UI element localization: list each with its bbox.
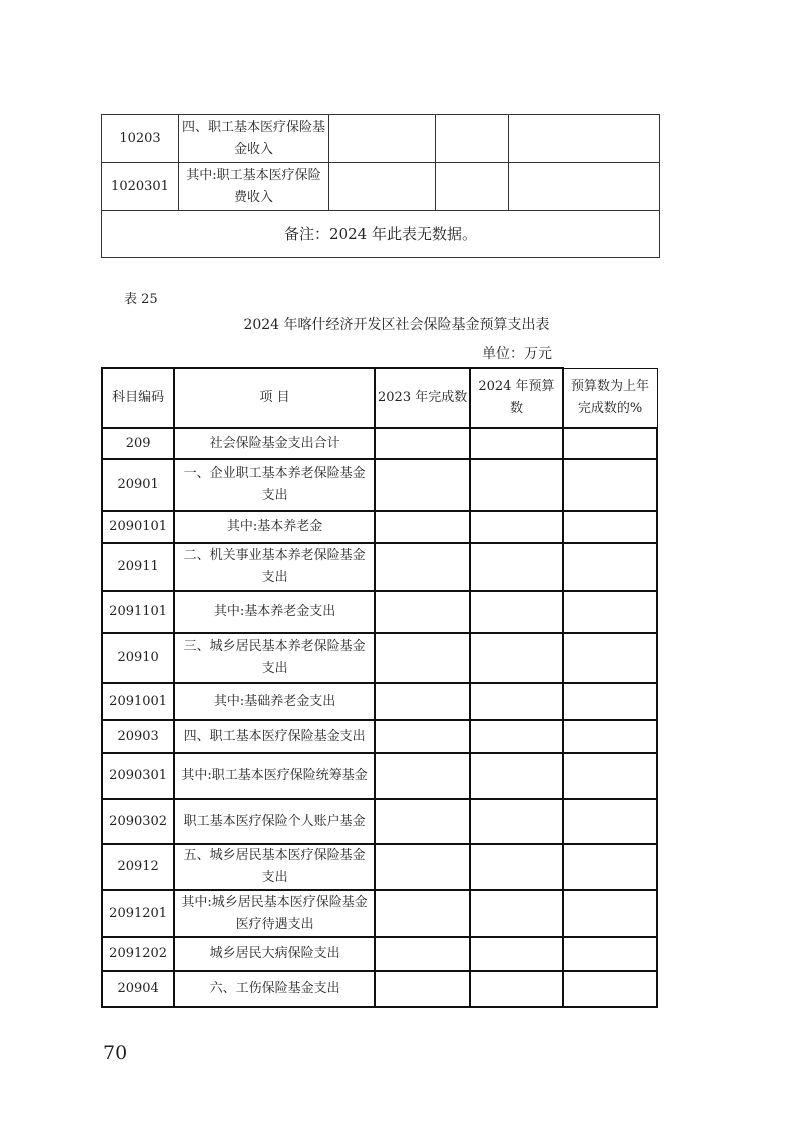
value-2024-cell — [470, 844, 562, 890]
header-code: 科目编码 — [102, 368, 174, 428]
item-cell: 四、职工基本医疗保险基金支出 — [174, 720, 375, 753]
table-row — [102, 753, 657, 799]
value-cell — [329, 115, 436, 163]
item-cell: 其中:基本养老金支出 — [174, 591, 375, 633]
value-2023-cell — [375, 683, 470, 720]
code-cell: 2090301 — [102, 753, 174, 799]
value-2023-cell — [375, 720, 470, 753]
code-cell: 2091202 — [102, 937, 174, 971]
value-cell — [509, 163, 660, 211]
table-row — [102, 720, 657, 753]
item-cell: 其中:职工基本医疗保险统筹基金 — [174, 753, 375, 799]
code-cell: 20901 — [102, 459, 174, 511]
code-cell: 2090101 — [102, 511, 174, 543]
percent-cell — [563, 633, 657, 683]
code-cell: 20904 — [102, 971, 174, 1007]
percent-cell — [563, 937, 657, 971]
value-2024-cell — [470, 543, 562, 591]
value-2023-cell — [375, 937, 470, 971]
item-cell: 四、职工基本医疗保险基金收入 — [179, 115, 329, 163]
value-2023-cell — [375, 591, 470, 633]
item-cell: 其中:基础养老金支出 — [174, 683, 375, 720]
item-cell: 五、城乡居民基本医疗保险基金支出 — [174, 844, 375, 890]
value-2024-cell — [470, 591, 562, 633]
code-cell: 2091201 — [102, 890, 174, 937]
value-2024-cell — [470, 753, 562, 799]
item-cell: 一、企业职工基本养老保险基金支出 — [174, 459, 375, 511]
table-label: 表 25 — [124, 292, 158, 307]
value-2023-cell — [375, 844, 470, 890]
value-2024-cell — [470, 428, 562, 459]
table-row — [102, 971, 657, 1007]
value-2023-cell — [375, 459, 470, 511]
percent-cell — [563, 683, 657, 720]
item-cell: 城乡居民大病保险支出 — [174, 937, 375, 971]
table-row — [102, 511, 657, 543]
value-2024-cell — [470, 799, 562, 844]
item-cell: 六、工伤保险基金支出 — [174, 971, 375, 1007]
value-2023-cell — [375, 543, 470, 591]
table-title: 2024 年喀什经济开发区社会保险基金预算支出表 — [243, 317, 550, 333]
table-row — [102, 844, 657, 890]
previous-table — [101, 114, 660, 258]
percent-cell — [563, 753, 657, 799]
item-cell: 职工基本医疗保险个人账户基金 — [174, 799, 375, 844]
value-cell — [509, 115, 660, 163]
item-cell: 三、城乡居民基本养老保险基金支出 — [174, 633, 375, 683]
code-cell: 2091001 — [102, 683, 174, 720]
value-2024-cell — [470, 720, 562, 753]
table-row — [102, 543, 657, 591]
unit-label: 单位：万元 — [482, 346, 552, 362]
table-row — [102, 428, 657, 459]
percent-cell — [563, 890, 657, 937]
header-2023: 2023 年完成数 — [375, 368, 470, 428]
percent-cell — [563, 591, 657, 633]
table-row — [102, 591, 657, 633]
code-cell: 20903 — [102, 720, 174, 753]
code-cell: 2091101 — [102, 591, 174, 633]
value-2024-cell — [470, 633, 562, 683]
percent-cell — [563, 428, 657, 459]
table-row — [102, 890, 657, 937]
code-cell: 20910 — [102, 633, 174, 683]
page-number: 70 — [103, 1042, 128, 1064]
value-cell — [436, 115, 509, 163]
expenditure-table — [101, 367, 658, 1008]
code-cell: 2090302 — [102, 799, 174, 844]
value-2023-cell — [375, 890, 470, 937]
table-row — [102, 937, 657, 971]
value-2023-cell — [375, 799, 470, 844]
table-row — [102, 799, 657, 844]
value-2023-cell — [375, 753, 470, 799]
value-2024-cell — [470, 511, 562, 543]
header-row — [102, 368, 657, 428]
value-2024-cell — [470, 683, 562, 720]
value-2023-cell — [375, 633, 470, 683]
table-row — [102, 683, 657, 720]
value-cell — [436, 163, 509, 211]
note-cell: 备注：2024 年此表无数据。 — [102, 211, 660, 258]
value-2024-cell — [470, 459, 562, 511]
header-percent: 预算数为上年完成数的% — [563, 368, 657, 428]
percent-cell — [563, 511, 657, 543]
percent-cell — [563, 459, 657, 511]
header-item: 项 目 — [174, 368, 375, 428]
value-2023-cell — [375, 511, 470, 543]
table-row — [102, 633, 657, 683]
table-row — [102, 459, 657, 511]
code-cell: 10203 — [102, 115, 179, 163]
code-cell: 20912 — [102, 844, 174, 890]
percent-cell — [563, 971, 657, 1007]
value-2024-cell — [470, 890, 562, 937]
item-cell: 其中:职工基本医疗保险费收入 — [179, 163, 329, 211]
percent-cell — [563, 799, 657, 844]
value-cell — [329, 163, 436, 211]
item-cell: 其中:基本养老金 — [174, 511, 375, 543]
item-cell: 其中:城乡居民基本医疗保险基金医疗待遇支出 — [174, 890, 375, 937]
percent-cell — [563, 720, 657, 753]
table-row — [102, 115, 660, 163]
table-row — [102, 163, 660, 211]
header-2024: 2024 年预算数 — [470, 368, 562, 428]
item-cell: 二、机关事业基本养老保险基金支出 — [174, 543, 375, 591]
percent-cell — [563, 844, 657, 890]
value-2024-cell — [470, 971, 562, 1007]
value-2023-cell — [375, 971, 470, 1007]
code-cell: 20911 — [102, 543, 174, 591]
code-cell: 1020301 — [102, 163, 179, 211]
value-2023-cell — [375, 428, 470, 459]
item-cell: 社会保险基金支出合计 — [174, 428, 375, 459]
percent-cell — [563, 543, 657, 591]
code-cell: 209 — [102, 428, 174, 459]
value-2024-cell — [470, 937, 562, 971]
